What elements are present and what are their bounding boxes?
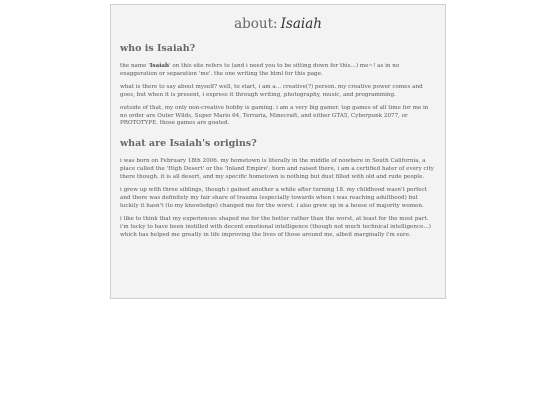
section-heading-origins: what are Isaiah's origins? [120, 138, 257, 150]
paragraph-text: ' on this site refers to (and i need you to be sitting down for this...) me~! as in no exaggeration or separation 'me'. the one writing the html for this page. [120, 63, 400, 77]
page-title-prefix: about: [234, 16, 278, 32]
paragraph-siblings: i grew up with three siblings, though i gained another a while after turning 18. my childhood wasn't perfect and there was definitely my fair share of trauma (especially towards when i was reaching adulthood) but luckily it hasn't (to my knowledge) changed me for the worst. i also grew up in a house of majority women. [120, 187, 427, 209]
page-title [120, 15, 436, 33]
bold-name: Isaiah [149, 63, 170, 69]
paragraph-experiences: i like to think that my experiences shaped me for the better rather than the worst, at least for the most part. i'm lucky to have been instilled with decent emotional intelligence (though not much technical intelligence...) which has helped me greatly in life improving the lives of those around me, albeit marginally i'm sure. [120, 215, 431, 238]
about-card [110, 4, 446, 299]
paragraph-creative: what is there to say about myself? well, to start, i am a... creative(?) person. my creative power comes and goes, but when it is present, i express it through writing, photography, music, and programming. [120, 83, 423, 98]
paragraph-gaming: outside of that, my only non-creative hobby is gaming. i am a very big gamer. top games of all time for me in no order are Outer Wilds, Super Mario 64, Terraria, Minecraft, and either GTA5, Cyberpunk 2077, or PROTOTYPE. those games are goated. [120, 104, 429, 127]
section-heading-who: who is Isaiah? [120, 43, 196, 54]
paragraph-birth: i was born on February 18th 2006. my hometown is literally in the middle of nowhere in South California, a place called the 'High Desert' or the 'Inland Empire'. born and raised there, i am a certified hater of every city there though. it is all desert, and my specific hometown is nothing but dust filled with old and rude people. [120, 158, 434, 181]
paragraph-name-intro [120, 63, 436, 79]
page-title-name: Isaiah [280, 16, 322, 32]
paragraph-text: the name ' [120, 63, 150, 69]
